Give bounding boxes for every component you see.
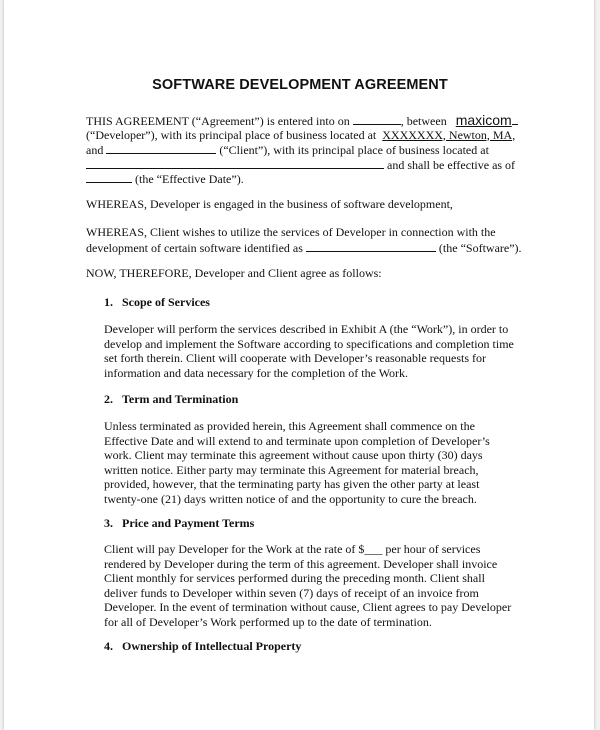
whereas-developer: WHEREAS, Developer is engaged in the business of software development, xyxy=(86,197,453,211)
section-body-1: Developer will perform the services described in Exhibit A (the “Work”), in order to develop and implement the Software according to specifications and completion time set forth therein. Client will cooperate with Developer’s reasonable requests for information and data necessary for the completion of the Work. xyxy=(104,322,514,380)
developer-address: XXXXXXX, Newton, MA, xyxy=(382,127,516,142)
client-address-blank xyxy=(86,157,384,169)
software-name-blank xyxy=(306,240,436,252)
effective-date-blank xyxy=(86,171,132,183)
now-therefore: NOW, THEREFORE, Developer and Client agree as follows: xyxy=(86,266,382,280)
intro-line-1: THIS AGREEMENT (“Agreement”) is entered into on , between maxicom xyxy=(86,113,526,128)
document-title: SOFTWARE DEVELOPMENT AGREEMENT xyxy=(152,77,448,93)
intro-paragraph xyxy=(86,113,526,186)
section-heading-2: 2. Term and Termination xyxy=(104,392,239,406)
date-blank xyxy=(353,113,401,125)
section-heading-4: 4. Ownership of Intellectual Property xyxy=(104,639,302,653)
section-body-2: Unless terminated as provided herein, this Agreement shall commence on the Effective Date and will extend to and terminate upon completion of Developer’s work. Client may terminate this agreement without cause upon thirty (30) days written notice. Either party may terminate this Agreement for material breach, provided, however, that the terminating party has given the other party at least twenty-one (21) days written notice of and the opportunity to cure the breach. xyxy=(104,419,490,506)
section-heading-3: 3. Price and Payment Terms xyxy=(104,516,255,530)
developer-name: maxicom xyxy=(455,112,512,128)
intro-line-4: and shall be effective as of xyxy=(86,157,526,172)
whereas-client: WHEREAS, Client wishes to utilize the services of Developer in connection with the development of certain software identified as (the “Software”). xyxy=(86,225,522,255)
intro-line-2: (“Developer”), with its principal place of business located at XXXXXXX, Newton, MA, xyxy=(86,127,516,142)
section-body-3: Client will pay Developer for the Work at the rate of $___ per hour of services rendered by Developer during the term of this agreement. Developer shall invoice Client monthly for services performed during the preceding month. Client shall deliver funds to Developer within seven (7) days of receipt of an invoice from Developer. In the event of termination without cause, Client agrees to pay Developer for all of Developer’s Work performed up to the date of termination. xyxy=(104,542,512,629)
section-heading-1: 1. Scope of Services xyxy=(104,295,210,309)
intro-line-5: (the “Effective Date”). xyxy=(86,171,526,186)
intro-line-3: and (“Client”), with its principal place of business located at xyxy=(86,143,489,157)
client-name-blank xyxy=(106,142,216,154)
